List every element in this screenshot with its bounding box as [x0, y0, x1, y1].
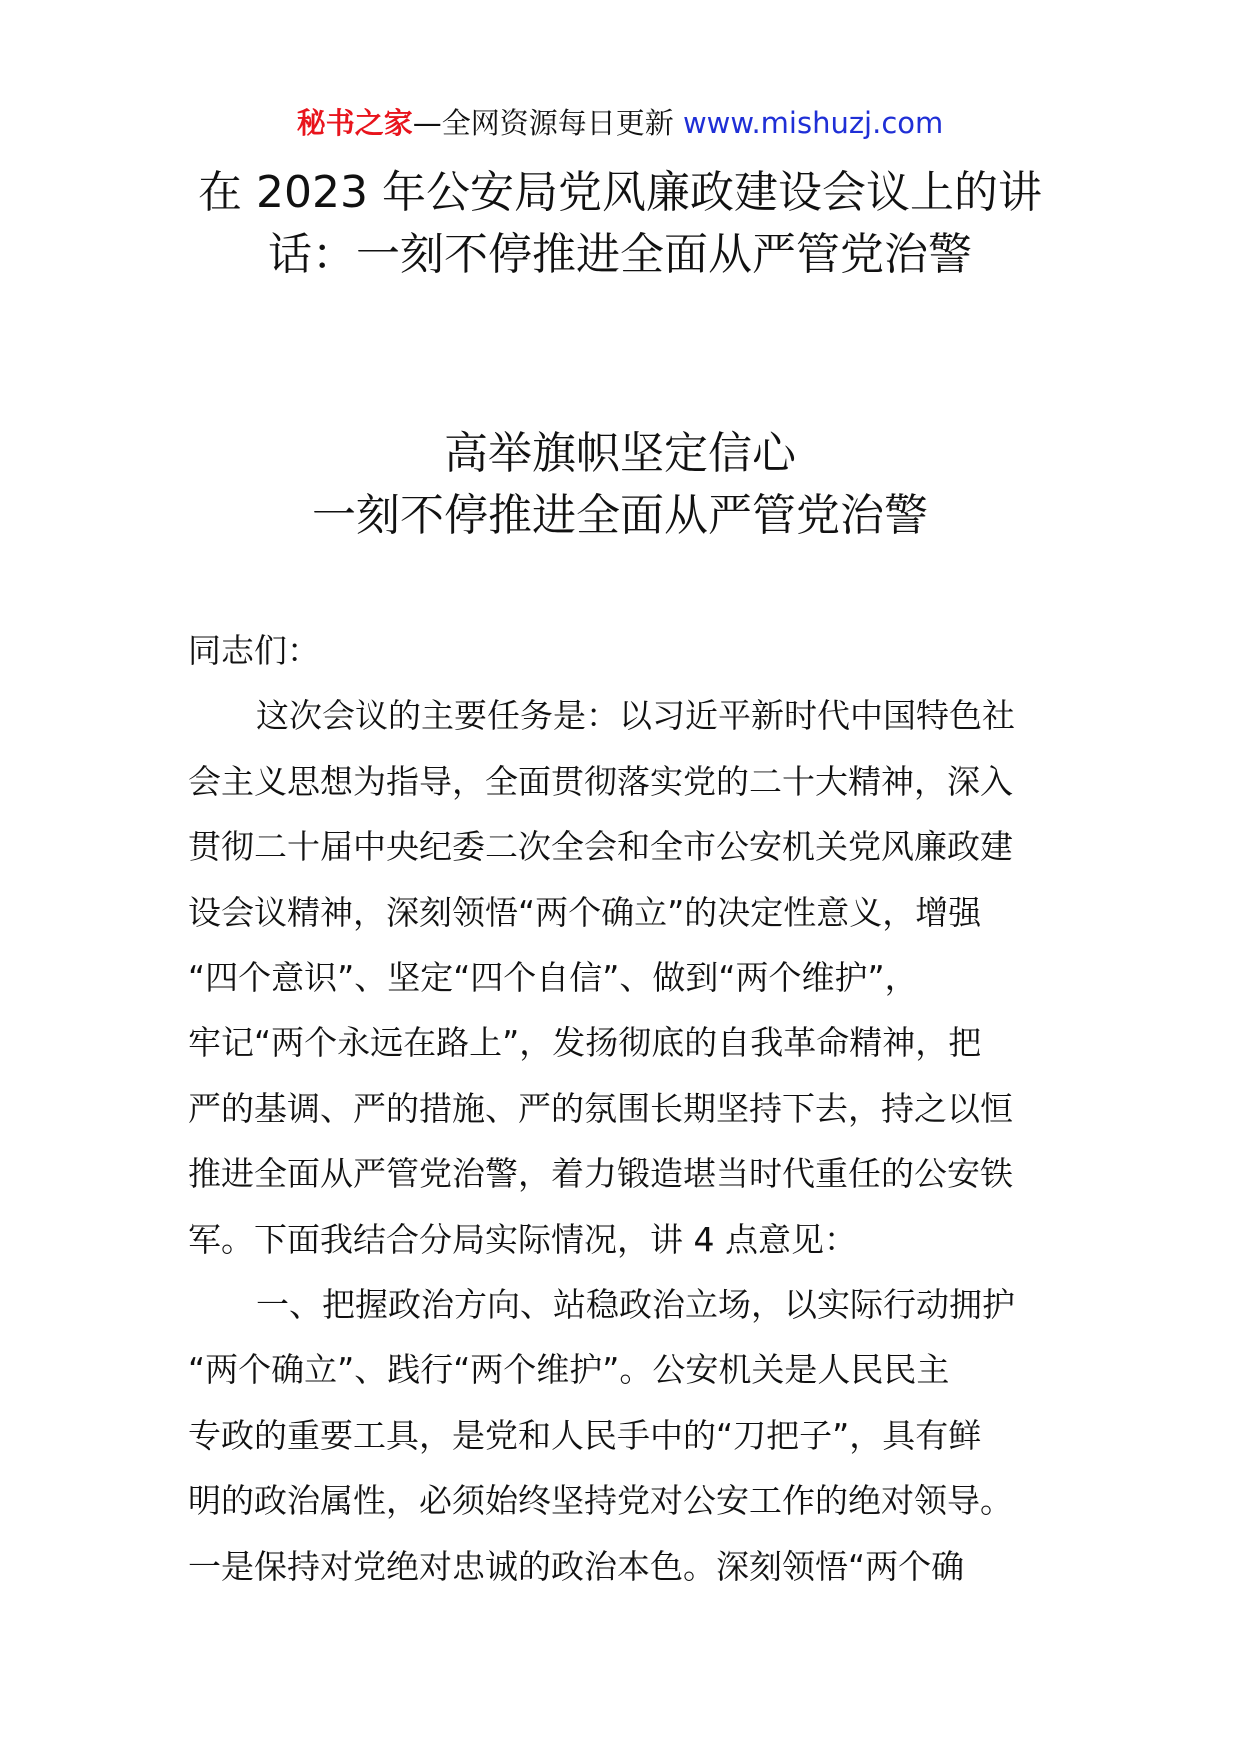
- document-title-line-2: 话：一刻不停推进全面从严管党治警: [268, 229, 972, 280]
- body-line: “四个意识”、坚定“四个自信”、做到“两个维护”，: [188, 958, 918, 998]
- body-line: 牢记“两个永远在路上”，发扬彻底的自我革命精神，把: [188, 1023, 982, 1063]
- body-line: 这次会议的主要任务是：以习近平新时代中国特色社: [256, 696, 1015, 736]
- body-line: 推进全面从严管党治警，着力锻造堪当时代重任的公安铁: [188, 1154, 1013, 1194]
- body-line: 明的政治属性，必须始终坚持党对公安工作的绝对领导。: [188, 1481, 1013, 1521]
- body-line: 专政的重要工具，是党和人民手中的“刀把子”，具有鲜: [188, 1415, 982, 1455]
- body-line: 军。下面我结合分局实际情况，讲 4 点意见：: [188, 1219, 857, 1259]
- document-title: [150, 162, 1090, 286]
- body-line: 严的基调、严的措施、严的氛围长期坚持下去，持之以恒: [188, 1088, 1013, 1128]
- speech-body: [188, 618, 1058, 1599]
- site-brand: 秘书之家: [296, 106, 413, 140]
- body-line: 会主义思想为指导，全面贯彻落实党的二十大精神，深入: [188, 761, 1013, 801]
- speech-heading-line-2: 一刻不停推进全面从严管党治警: [312, 490, 928, 541]
- body-line: 设会议精神，深刻领悟“两个确立”的决定性意义，增强: [188, 892, 982, 932]
- section-heading-line: 一、把握政治方向、站稳政治立场，以实际行动拥护: [256, 1285, 1015, 1325]
- body-line: 贯彻二十届中央纪委二次全会和全市公安机关党风廉政建: [188, 827, 1013, 867]
- body-line: “两个确立”、践行“两个维护”。公安机关是人民民主: [188, 1350, 950, 1390]
- salutation: 同志们：: [188, 631, 320, 670]
- body-line: 一是保持对党绝对忠诚的政治本色。深刻领悟“两个确: [188, 1546, 965, 1586]
- speech-heading-line-1: 高举旗帜坚定信心: [444, 428, 796, 479]
- document-title-line-1: 在 2023 年公安局党风廉政建设会议上的讲: [198, 167, 1042, 218]
- site-tagline: —全网资源每日更新: [412, 106, 683, 140]
- site-url-link[interactable]: www.mishuzj.com: [682, 106, 944, 140]
- site-banner: [0, 100, 1240, 146]
- speech-heading: [150, 423, 1090, 547]
